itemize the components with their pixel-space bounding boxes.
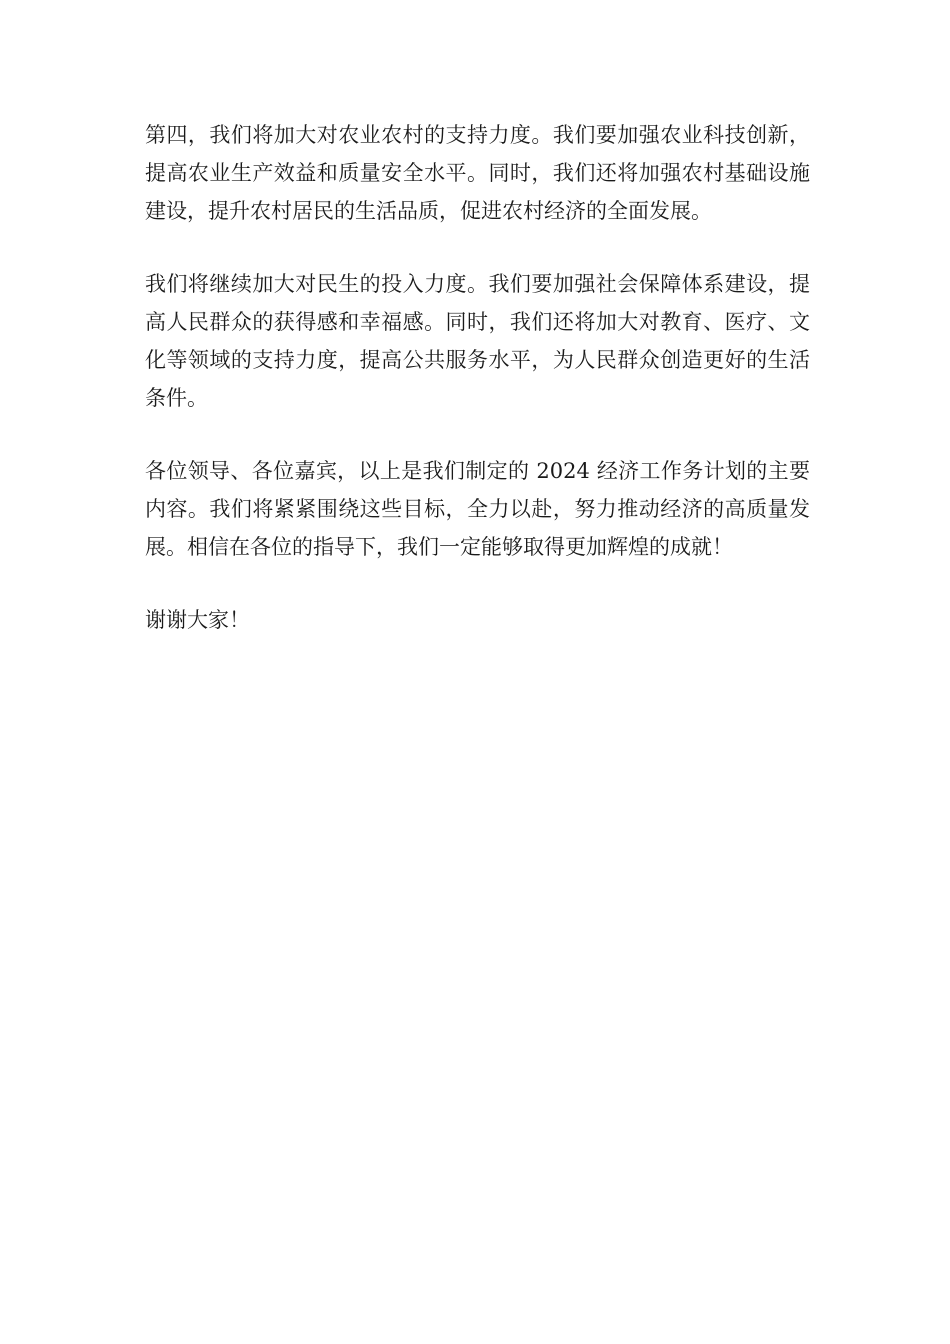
paragraph-livelihood: 我们将继续加大对民生的投入力度。我们要加强社会保障体系建设，提高人民群众的获得感和幸福感。同时，我们还将加大对教育、医疗、文化等领域的支持力度，提高公共服务水平，为人民群众创造更好的生活条件。 bbox=[145, 272, 810, 410]
paragraph-agriculture: 第四，我们将加大对农业农村的支持力度。我们要加强农业科技创新，提高农业生产效益和质量安全水平。同时，我们还将加强农村基础设施建设，提升农村居民的生活品质，促进农村经济的全面发展。 bbox=[145, 123, 810, 223]
paragraph-conclusion: 各位领导、各位嘉宾，以上是我们制定的 2024 经济工作务计划的主要内容。我们将紧紧围绕这些目标，全力以赴，努力推动经济的高质量发展。相信在各位的指导下，我们一定能够取得更加辉煌的成就！ bbox=[145, 459, 810, 559]
document-body bbox=[145, 116, 810, 639]
paragraph-thanks: 谢谢大家！ bbox=[145, 608, 250, 632]
